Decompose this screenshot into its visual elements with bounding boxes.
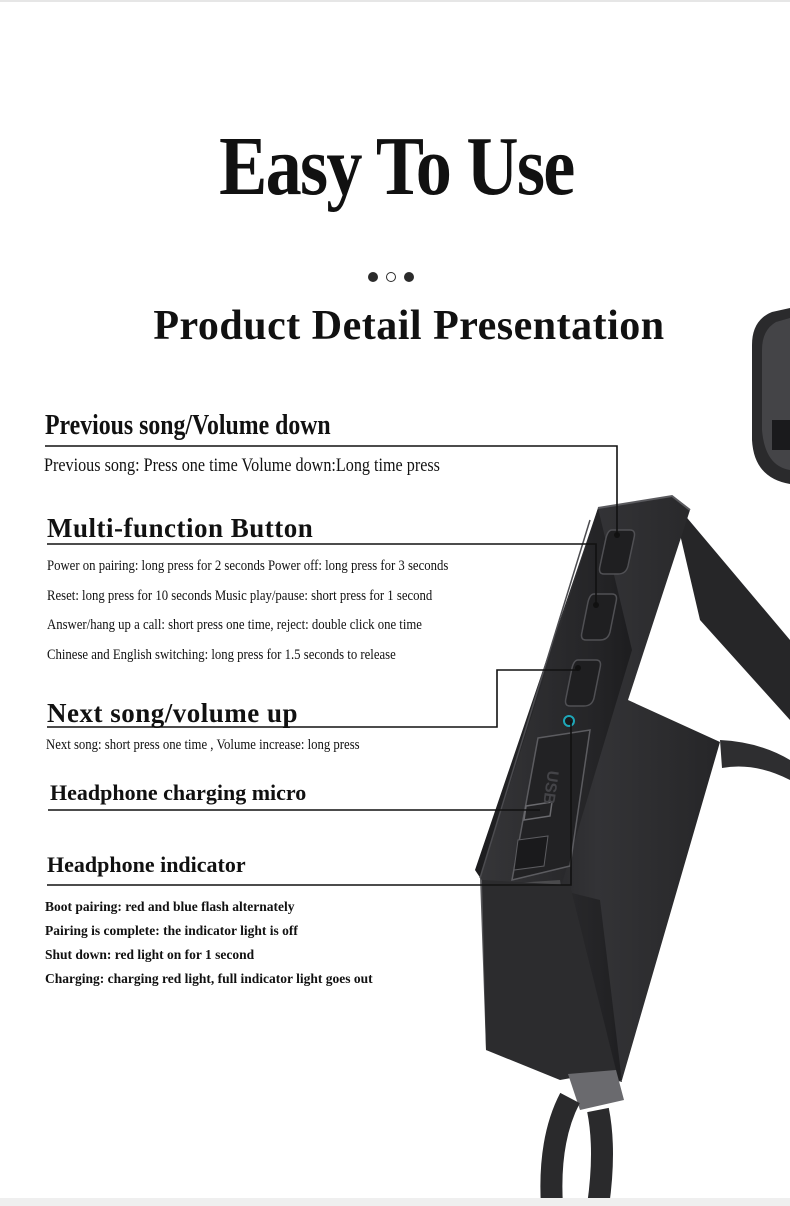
multi-function-heading: Multi-function Button: [47, 513, 314, 543]
page-title: Easy To Use: [219, 120, 574, 213]
next-song-description: Next song: short press one time , Volume increase: long press: [46, 737, 360, 753]
usb-label: USB: [539, 769, 561, 806]
indicator-line: Pairing is complete: the indicator light is off: [45, 923, 298, 938]
multi-function-line: Power on pairing: long press for 2 seconds Power off: long press for 3 seconds: [47, 558, 449, 574]
previous-song-heading: Previous song/Volume down: [45, 410, 331, 441]
charging-heading: Headphone charging micro: [50, 780, 307, 805]
indicator-heading: Headphone indicator: [47, 852, 246, 877]
bottom-border: [0, 1198, 790, 1206]
indicator-line: Shut down: red light on for 1 second: [45, 947, 255, 962]
page-subtitle: Product Detail Presentation: [153, 303, 665, 349]
earpiece-fragment: [752, 308, 790, 484]
multi-function-line: Answer/hang up a call: short press one time, reject: double click one time: [47, 617, 422, 633]
previous-song-description: Previous song: Press one time Volume down:Long time press: [44, 455, 440, 476]
multi-function-line: Chinese and English switching: long press for 1.5 seconds to release: [47, 647, 396, 663]
multi-function-line: Reset: long press for 10 seconds Music play/pause: short press for 1 second: [47, 588, 433, 604]
indicator-light-icon: [564, 716, 574, 726]
indicator-line: Charging: charging red light, full indicator light goes out: [45, 971, 373, 986]
next-song-heading: Next song/volume up: [47, 698, 299, 728]
indicator-line: Boot pairing: red and blue flash alternately: [45, 899, 295, 914]
